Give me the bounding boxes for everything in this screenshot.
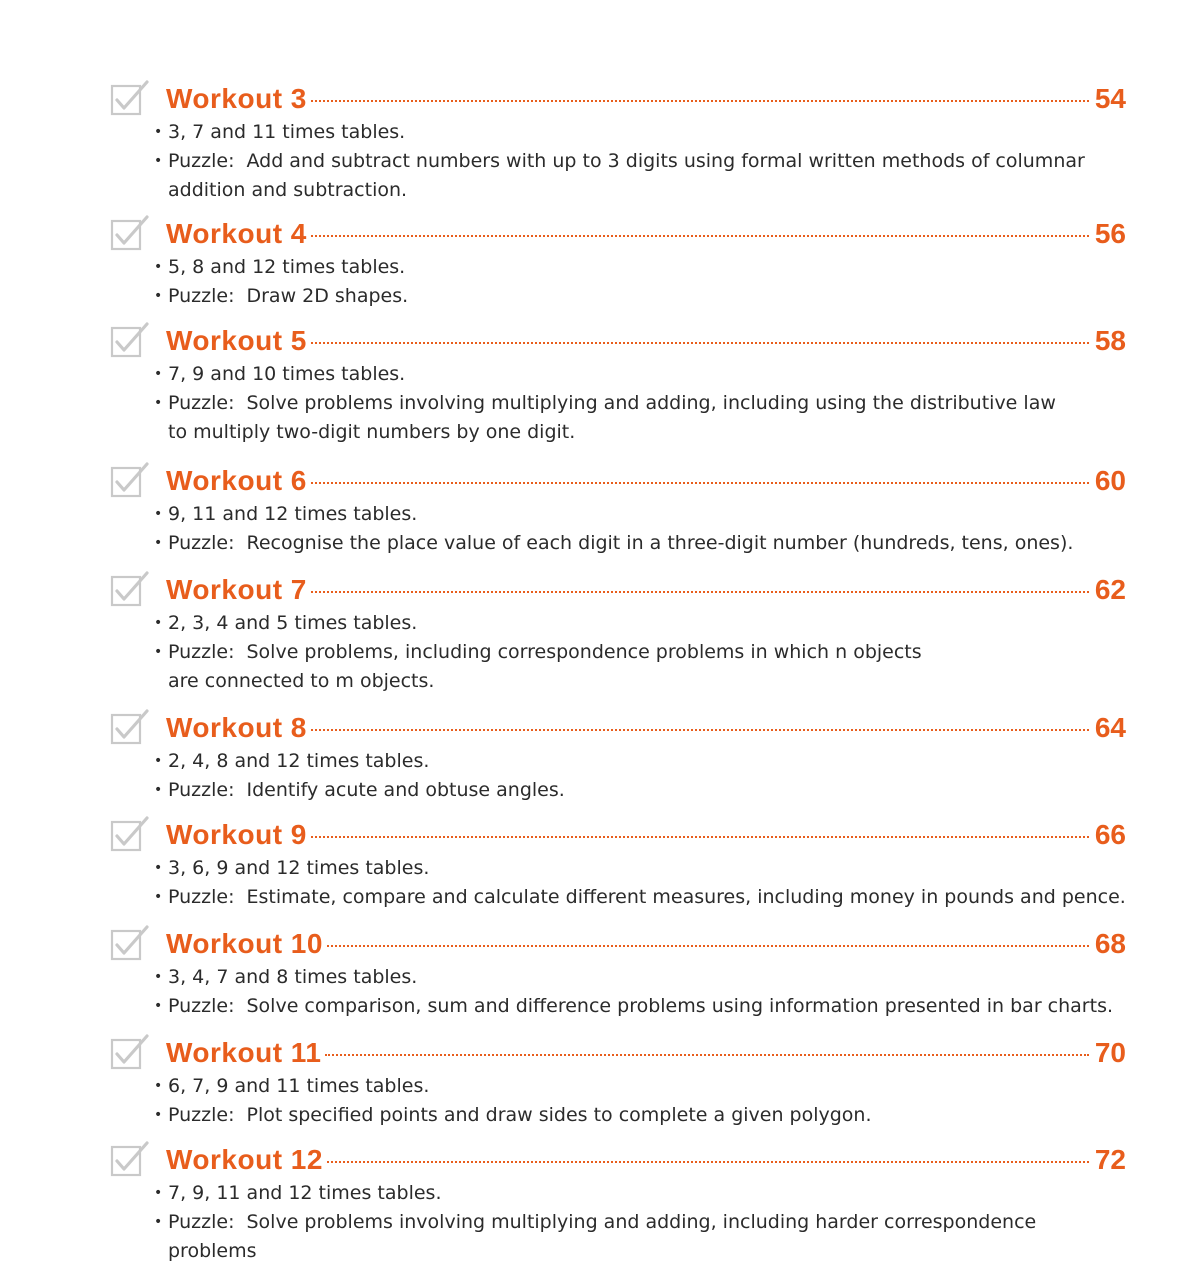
contents-entry xyxy=(110,458,1130,558)
entry-heading xyxy=(110,812,1130,852)
puzzle-item xyxy=(154,1208,1130,1266)
tables-item xyxy=(154,963,1130,992)
entry-heading xyxy=(110,705,1130,745)
entry-details xyxy=(154,1179,1130,1266)
checkbox-tick-icon[interactable] xyxy=(110,1141,144,1175)
dot-leader xyxy=(311,235,1089,237)
contents-entry xyxy=(110,76,1130,205)
checkbox-tick-icon[interactable] xyxy=(110,80,144,114)
workout-title: Workout 8 xyxy=(166,712,307,743)
puzzle-label: Puzzle: xyxy=(168,150,235,172)
dot-leader xyxy=(311,729,1089,731)
puzzle-item xyxy=(154,529,1130,558)
puzzle-label: Puzzle: xyxy=(168,285,235,307)
dot-leader xyxy=(311,836,1089,838)
puzzle-label: Puzzle: xyxy=(168,995,235,1017)
puzzle-item xyxy=(154,992,1130,1021)
page-number: 70 xyxy=(1094,1037,1126,1068)
tables-text: 2, 3, 4 and 5 times tables. xyxy=(168,612,418,634)
entry-title-row[interactable] xyxy=(166,818,1126,852)
contents-entry xyxy=(110,1030,1130,1130)
contents-entry xyxy=(110,318,1130,447)
dot-leader xyxy=(311,100,1089,102)
puzzle-label: Puzzle: xyxy=(168,392,235,414)
tables-text: 5, 8 and 12 times tables. xyxy=(168,256,406,278)
puzzle-text-continued: are connected to m objects. xyxy=(168,670,435,692)
workout-title: Workout 6 xyxy=(166,465,307,496)
puzzle-text: Solve problems involving multiplying and adding, including harder correspondence problems xyxy=(168,1211,1037,1262)
entry-heading xyxy=(110,211,1130,251)
workout-title: Workout 3 xyxy=(166,83,307,114)
tables-item xyxy=(154,360,1130,389)
entry-title-row[interactable] xyxy=(166,927,1126,961)
workout-title: Workout 4 xyxy=(166,218,307,249)
dot-leader xyxy=(311,591,1089,593)
puzzle-item xyxy=(154,883,1130,912)
tables-text: 7, 9 and 10 times tables. xyxy=(168,363,406,385)
puzzle-text: Estimate, compare and calculate different measures, including money in pounds and pence. xyxy=(246,886,1126,908)
puzzle-text: Plot specified points and draw sides to complete a given polygon. xyxy=(246,1104,872,1126)
puzzle-text: Identify acute and obtuse angles. xyxy=(246,779,565,801)
contents-entry xyxy=(110,921,1130,1021)
puzzle-item xyxy=(154,147,1130,205)
puzzle-label: Puzzle: xyxy=(168,641,235,663)
contents-entry xyxy=(110,567,1130,696)
dot-leader xyxy=(325,1054,1088,1056)
contents-entry xyxy=(110,812,1130,912)
puzzle-item xyxy=(154,638,1130,696)
entry-heading xyxy=(110,1030,1130,1070)
entry-title-row[interactable] xyxy=(166,573,1126,607)
entry-details xyxy=(154,963,1130,1021)
entry-title-row[interactable] xyxy=(166,82,1126,116)
dot-leader xyxy=(311,482,1089,484)
checkbox-tick-icon[interactable] xyxy=(110,709,144,743)
entry-details xyxy=(154,118,1130,205)
tables-item xyxy=(154,253,1130,282)
entry-details xyxy=(154,253,1130,311)
entry-heading xyxy=(110,1137,1130,1177)
checkbox-tick-icon[interactable] xyxy=(110,462,144,496)
entry-details xyxy=(154,854,1130,912)
page-number: 56 xyxy=(1094,218,1126,249)
tables-item xyxy=(154,854,1130,883)
checkbox-tick-icon[interactable] xyxy=(110,322,144,356)
page-number: 58 xyxy=(1094,325,1126,356)
puzzle-item xyxy=(154,282,1130,311)
page-number: 64 xyxy=(1094,712,1126,743)
checkbox-tick-icon[interactable] xyxy=(110,215,144,249)
dot-leader xyxy=(327,945,1089,947)
workout-title: Workout 5 xyxy=(166,325,307,356)
page-number: 72 xyxy=(1094,1144,1126,1175)
puzzle-label: Puzzle: xyxy=(168,886,235,908)
entry-title-row[interactable] xyxy=(166,464,1126,498)
entry-heading xyxy=(110,458,1130,498)
workout-title: Workout 12 xyxy=(166,1144,323,1175)
puzzle-label: Puzzle: xyxy=(168,1211,235,1233)
puzzle-label: Puzzle: xyxy=(168,779,235,801)
tables-text: 9, 11 and 12 times tables. xyxy=(168,503,418,525)
contents-entry xyxy=(110,1137,1130,1266)
page-number: 66 xyxy=(1094,819,1126,850)
tables-text: 3, 7 and 11 times tables. xyxy=(168,121,406,143)
tables-item xyxy=(154,747,1130,776)
puzzle-item xyxy=(154,1101,1130,1130)
page-number: 62 xyxy=(1094,574,1126,605)
page-number: 68 xyxy=(1094,928,1126,959)
entry-title-row[interactable] xyxy=(166,1143,1126,1177)
tables-item xyxy=(154,1179,1130,1208)
puzzle-text: Recognise the place value of each digit in a three-digit number (hundreds, tens, ones). xyxy=(246,532,1074,554)
entry-heading xyxy=(110,921,1130,961)
contents-entry xyxy=(110,705,1130,805)
puzzle-item xyxy=(154,389,1130,447)
tables-text: 6, 7, 9 and 11 times tables. xyxy=(168,1075,430,1097)
entry-title-row[interactable] xyxy=(166,324,1126,358)
tables-text: 7, 9, 11 and 12 times tables. xyxy=(168,1182,442,1204)
checkbox-tick-icon[interactable] xyxy=(110,1034,144,1068)
tables-text: 2, 4, 8 and 12 times tables. xyxy=(168,750,430,772)
contents-entry xyxy=(110,211,1130,311)
entry-details xyxy=(154,1072,1130,1130)
entry-details xyxy=(154,500,1130,558)
puzzle-text: Add and subtract numbers with up to 3 digits using formal written methods of columnar xyxy=(246,150,1085,172)
checkbox-tick-icon[interactable] xyxy=(110,571,144,605)
entry-title-row[interactable] xyxy=(166,217,1126,251)
puzzle-label: Puzzle: xyxy=(168,532,235,554)
tables-text: 3, 6, 9 and 12 times tables. xyxy=(168,857,430,879)
checkbox-tick-icon[interactable] xyxy=(110,925,144,959)
entry-title-row[interactable] xyxy=(166,711,1126,745)
tables-item xyxy=(154,609,1130,638)
page-number: 54 xyxy=(1094,83,1126,114)
entry-heading xyxy=(110,76,1130,116)
tables-text: 3, 4, 7 and 8 times tables. xyxy=(168,966,418,988)
entry-details xyxy=(154,609,1130,696)
tables-item xyxy=(154,118,1130,147)
puzzle-text: Solve problems, including correspondence problems in which n objects xyxy=(246,641,922,663)
entry-heading xyxy=(110,318,1130,358)
puzzle-text: Draw 2D shapes. xyxy=(246,285,409,307)
dot-leader xyxy=(311,342,1089,344)
workout-title: Workout 11 xyxy=(166,1037,322,1068)
puzzle-label: Puzzle: xyxy=(168,1104,235,1126)
entry-details xyxy=(154,747,1130,805)
workout-title: Workout 7 xyxy=(166,574,307,605)
page-number: 60 xyxy=(1094,465,1126,496)
puzzle-item xyxy=(154,776,1130,805)
entry-title-row[interactable] xyxy=(166,1036,1126,1070)
tables-item xyxy=(154,1072,1130,1101)
tables-item xyxy=(154,500,1130,529)
workout-title: Workout 10 xyxy=(166,928,323,959)
puzzle-text: Solve comparison, sum and difference problems using information presented in bar charts. xyxy=(246,995,1114,1017)
dot-leader xyxy=(327,1161,1089,1163)
puzzle-text: Solve problems involving multiplying and adding, including using the distributive law xyxy=(246,392,1056,414)
entry-details xyxy=(154,360,1130,447)
puzzle-text-continued: to multiply two-digit numbers by one digit. xyxy=(168,421,576,443)
entry-heading xyxy=(110,567,1130,607)
puzzle-text-continued: addition and subtraction. xyxy=(168,179,408,201)
checkbox-tick-icon[interactable] xyxy=(110,816,144,850)
workout-title: Workout 9 xyxy=(166,819,307,850)
